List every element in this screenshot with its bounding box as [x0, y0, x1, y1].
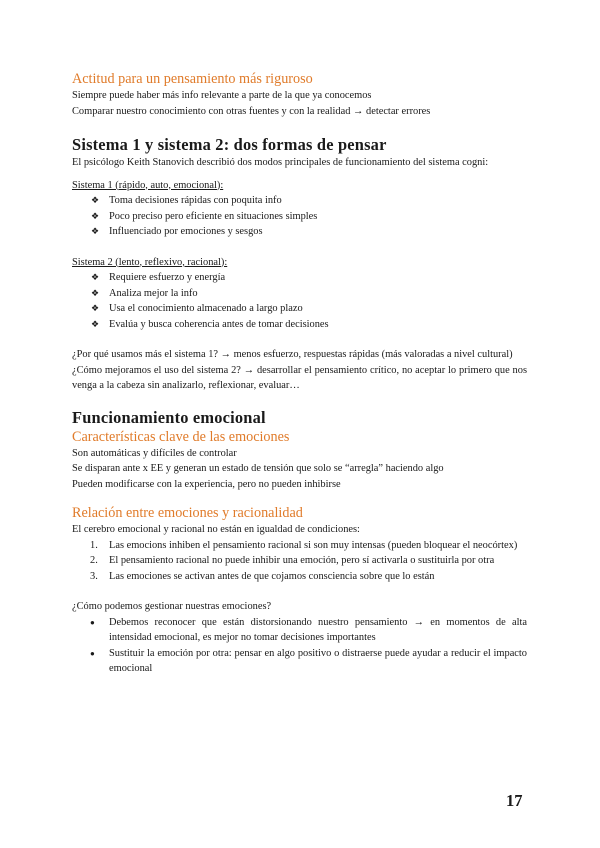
list-number: 3. — [90, 570, 98, 582]
heading-relacion: Relación entre emociones y racionalidad — [72, 505, 303, 521]
list-item: ❖ Usa el conocimiento almacenado a largo plazo — [72, 301, 527, 317]
text-intro: El cerebro emocional y racional no están en igualdad de condiciones: — [72, 524, 360, 535]
label-sistema-1: Sistema 1 (rápido, auto, emocional): — [72, 179, 224, 191]
heading-caracteristicas: Características clave de las emociones — [72, 428, 290, 445]
diamond-bullet-icon: ❖ — [91, 272, 100, 282]
list-item: ❖ Requiere esfuerzo y energía — [72, 270, 527, 286]
text-line: Pueden modificarse con la experiencia, pero no pueden inhibirse — [72, 478, 341, 490]
bullet-list — [72, 615, 527, 677]
list-item: 1. Las emocions inhiben el pensamiento racional si son muy intensas (pueden bloquear el neocórtex) — [72, 538, 527, 554]
heading-actitud: Actitud para un pensamiento más riguroso — [72, 71, 313, 87]
list-item: ❖ Evalúa y busca coherencia antes de tomar decisiones — [72, 317, 527, 333]
heading-sistemas: Sistema 1 y sistema 2: dos formas de pensar — [72, 135, 387, 154]
numbered-list — [72, 538, 527, 585]
list-item: ❖ Influenciado por emociones y sesgos — [72, 224, 527, 240]
list-item: ● Debemos reconocer que están distorsionando nuestro pensamiento → en momentos de alta intensidad emocional, es mejor no tomar decisiones importantes — [90, 616, 527, 643]
list-item: ❖ Analiza mejor la info — [72, 286, 527, 302]
question-sistema-1: ¿Por qué usamos más el sistema 1? → menos esfuerzo, respuestas rápidas (más valoradas a nivel cultural) — [72, 349, 513, 360]
document-page — [72, 70, 527, 677]
list-item: 3. Las emociones se activan antes de que cojamos consciencia sobre que lo están — [72, 569, 527, 585]
text-line: Son automáticas y difíciles de controlar — [72, 447, 237, 459]
text-line: Siempre puede haber más info relevante a parte de la que ya conocemos — [72, 90, 372, 101]
heading-funcionamiento-emocional: Funcionamiento emocional — [72, 407, 266, 427]
list-item: ● Sustituir la emoción por otra: pensar en algo positivo o distraerse puede ayudar a reducir el impacto emocional — [90, 647, 527, 674]
label-sistema-2: Sistema 2 (lento, reflexivo, racional): — [72, 256, 228, 268]
list-item: ❖ Poco preciso pero eficiente en situaciones simples — [72, 209, 527, 225]
diamond-bullet-icon: ❖ — [91, 287, 100, 298]
text-intro: El psicólogo Keith Stanovich describió dos modos principales de funcionamiento del sistema cogni: — [72, 157, 489, 168]
diamond-bullet-icon: ❖ — [91, 226, 100, 236]
diamond-bullet-icon: ❖ — [91, 210, 100, 221]
diamond-bullet-icon: ❖ — [91, 303, 100, 313]
diamond-bullet-icon: ❖ — [91, 195, 100, 205]
bullet-icon: ● — [90, 648, 95, 658]
list-item: 2. El pensamiento racional no puede inhibir una emoción, pero sí activarla o sustituirla por otra — [72, 553, 527, 569]
bullet-icon: ● — [90, 617, 95, 627]
list-item: ❖ Toma decisiones rápidas con poquita info — [72, 193, 527, 209]
question-sistema-2: ¿Cómo mejoramos el uso del sistema 2? → desarrollar el pensamiento crítico, no aceptar lo primero que nos venga a la cabeza sin analizarlo, reflexionar, evaluar… — [72, 364, 527, 391]
text-line: Se disparan ante x EE y generan un estado de tensión que solo se “arregla” haciendo algo — [72, 463, 444, 474]
text-line: Comparar nuestro conocimiento con otras fuentes y con la realidad → detectar errores — [72, 105, 431, 117]
list-sistema-1 — [72, 193, 527, 240]
list-number: 1. — [90, 539, 98, 551]
diamond-bullet-icon: ❖ — [91, 318, 100, 329]
question-gestionar: ¿Cómo podemos gestionar nuestras emociones? — [72, 601, 272, 612]
list-sistema-2 — [72, 270, 527, 332]
page-number: 17 — [506, 791, 523, 810]
list-number: 2. — [90, 555, 98, 566]
